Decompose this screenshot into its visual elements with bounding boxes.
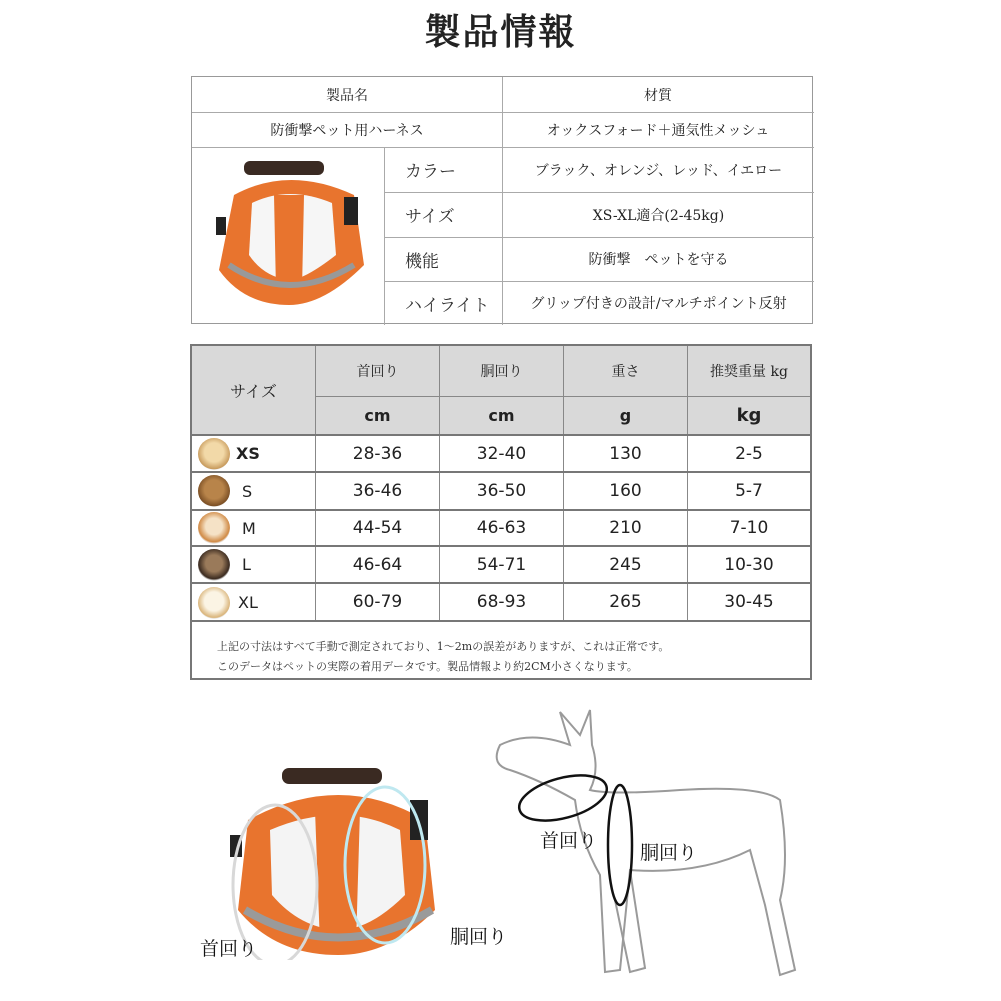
dog-weight-value: 5-7 <box>735 481 763 501</box>
note-line-1: 上記の寸法はすべて手動で測定されており、1～2mの誤差がありますが、これは正常です。 <box>217 640 670 653</box>
neck-value: 46-64 <box>352 554 403 575</box>
col-weight-unit: g <box>619 406 632 425</box>
neck-value: 28-36 <box>352 443 403 464</box>
info-label-size: サイズ <box>405 207 455 227</box>
weight-value: 160 <box>609 481 642 501</box>
dog-neck-label: 首回り <box>540 830 598 852</box>
page-title: 製品情報 <box>424 11 577 53</box>
info-value-size: XS-XL適合(2-45kg) <box>592 207 725 224</box>
weight-value: 265 <box>609 592 642 612</box>
size-label: XL <box>238 592 258 612</box>
size-header: サイズ <box>230 381 277 401</box>
harness-neck-label: 首回り <box>200 938 258 960</box>
dog-avatar-icon <box>198 512 230 544</box>
chest-value: 46-63 <box>476 518 527 538</box>
note-line-2: このデータはペットの実際の着用データです。製品情報より約2CM小さくなります。 <box>217 660 638 673</box>
neck-value: 36-46 <box>352 481 403 501</box>
dog-avatar-icon <box>198 587 230 619</box>
material-header: 材質 <box>644 87 672 104</box>
weight-value: 130 <box>609 443 642 464</box>
size-label: S <box>242 481 253 501</box>
dog-avatar-icon <box>198 438 230 470</box>
col-neck-unit: cm <box>364 406 391 425</box>
product-name-header: 製品名 <box>326 87 368 104</box>
size-table <box>190 344 812 680</box>
chest-value: 54-71 <box>476 554 527 575</box>
harness-chest-label: 胴回り <box>450 926 508 948</box>
dog-avatar-icon <box>198 549 230 581</box>
chest-value: 36-50 <box>476 481 527 501</box>
col-dog-weight-header: 推奨重量 kg <box>710 364 788 380</box>
info-label-function: 機能 <box>405 251 439 272</box>
info-label-highlight: ハイライト <box>405 295 490 316</box>
neck-value: 60-79 <box>352 592 403 612</box>
weight-value: 245 <box>609 554 642 575</box>
product-info-table <box>191 76 813 324</box>
info-label-color: カラー <box>405 162 456 182</box>
neck-value: 44-54 <box>352 518 403 538</box>
size-label: L <box>242 555 251 574</box>
size-label: M <box>242 518 256 538</box>
dog-avatar-icon <box>198 475 230 507</box>
info-value-highlight: グリップ付きの設計/マルチポイント反射 <box>530 296 787 312</box>
chest-value: 32-40 <box>476 443 527 464</box>
dog-chest-label: 胴回り <box>640 842 698 864</box>
chest-value: 68-93 <box>476 592 527 612</box>
harness-product-image <box>204 155 374 315</box>
measurement-note <box>217 637 669 677</box>
dog-weight-value: 10-30 <box>724 554 774 575</box>
dog-weight-value: 30-45 <box>724 592 774 612</box>
harness-measure-diagram <box>220 760 460 960</box>
weight-value: 210 <box>609 518 642 538</box>
col-chest-header: 胴回り <box>480 364 523 380</box>
col-chest-unit: cm <box>488 406 515 425</box>
dog-weight-value: 7-10 <box>729 518 769 538</box>
product-name-value: 防衝撃ペット用ハーネス <box>270 122 424 139</box>
col-dog-weight-unit: kg <box>736 405 762 426</box>
col-neck-header: 首回り <box>356 364 399 380</box>
col-weight-header: 重さ <box>611 364 640 380</box>
material-value: オックスフォード＋通気性メッシュ <box>546 122 770 139</box>
size-label: XS <box>236 444 260 463</box>
info-value-color: ブラック、オレンジ、レッド、イエロー <box>534 162 783 179</box>
info-value-function: 防衝撃 ペットを守る <box>588 252 729 268</box>
dog-weight-value: 2-5 <box>735 443 763 464</box>
